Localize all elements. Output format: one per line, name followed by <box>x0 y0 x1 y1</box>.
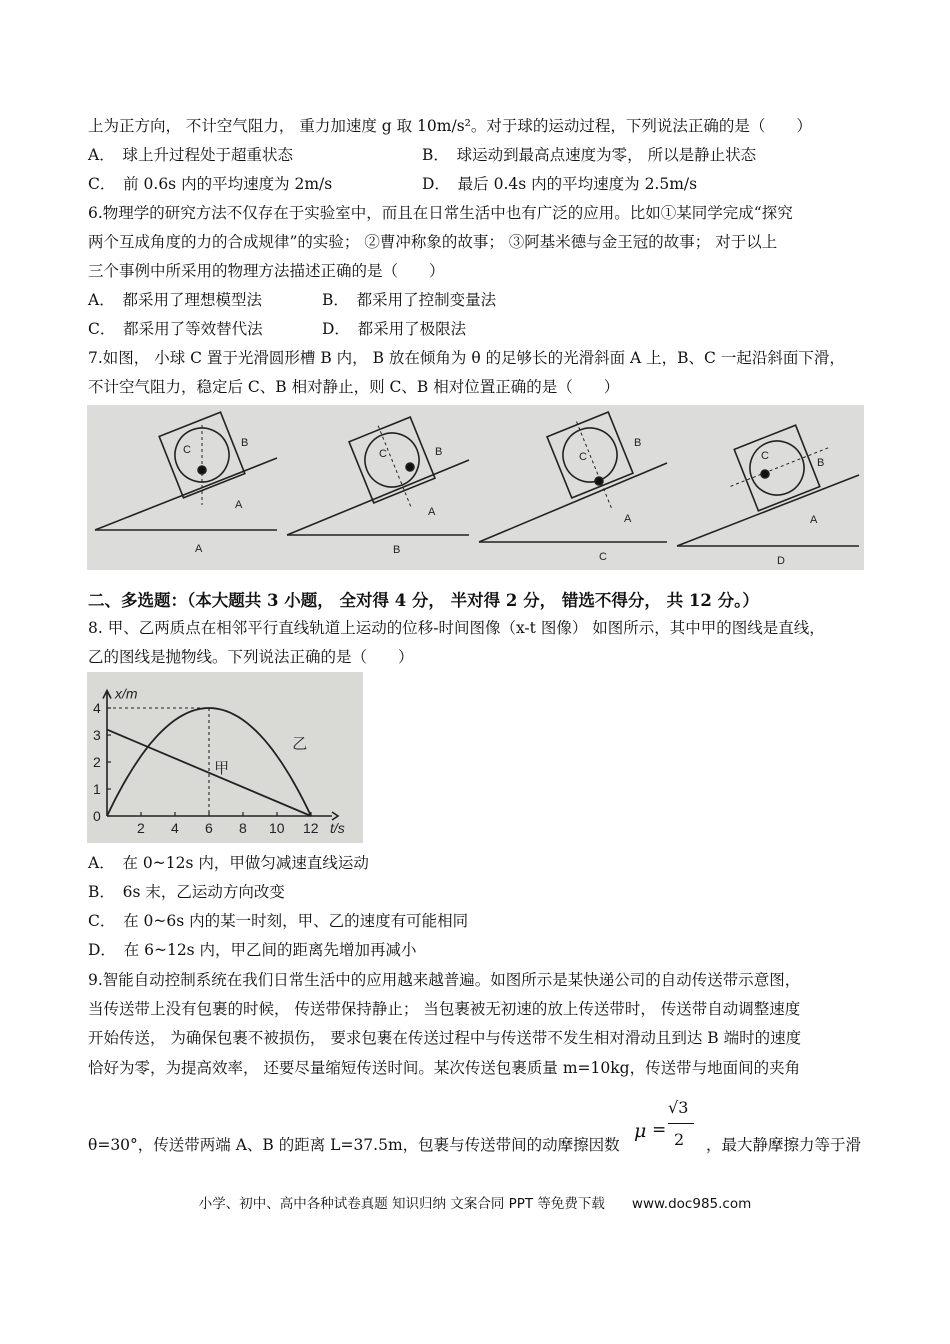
q7-option-label-c: C <box>599 551 607 563</box>
q7-guide-d <box>730 448 828 486</box>
q7-panel-c <box>479 409 667 542</box>
q8-option-a: A． 在 0~12s 内，甲做匀减速直线运动 <box>88 854 369 872</box>
y-tick-label: 2 <box>93 754 101 770</box>
q7-label-c-c: C <box>579 451 587 463</box>
q7-figure-svg <box>87 405 864 570</box>
q7-option-label-d: D <box>777 555 785 567</box>
q8-chart <box>87 672 363 843</box>
q9-line-5: θ=30°，传送带两端 A、B 的距离 L=37.5m，包裹与传送带间的动摩擦因数 <box>88 1136 620 1154</box>
q7-slope-d <box>677 475 859 546</box>
q7-label-slope-a: A <box>235 499 243 511</box>
fraction-bar <box>668 1123 694 1124</box>
y-tick-label: 3 <box>93 727 101 743</box>
series-label-1: 甲 <box>214 759 230 777</box>
q9-line-3: 开始传送， 为确保包裹不被损伤， 要求包裹在传送过程中与传送带不发生相对滑动且到达 B 端时的速度 <box>88 1029 802 1047</box>
y-tick-label: 1 <box>93 781 101 797</box>
q8-option-d: D． 在 6~12s 内，甲乙间的距离先增加再减小 <box>88 941 417 959</box>
q7-ball-c <box>595 477 603 485</box>
q9-line-2: 当传送带上没有包裹的时候， 传送带保持静止； 当包裹被无初速的放上传送带时， 传送带自动调整速度 <box>88 1000 801 1018</box>
q9-line-4: 恰好为零，为提高效率， 还要尽量缩短传送时间。某次传送包裹质量 m=10kg，传送带与地面间的夹角 <box>88 1059 801 1077</box>
q7-slope-b <box>287 460 469 535</box>
y-tick-label: 4 <box>93 700 101 716</box>
mu-numerator: √3 <box>668 1098 689 1117</box>
q7-label-b-c: B <box>634 437 642 449</box>
x-tick-label: 10 <box>269 820 285 836</box>
q7-ball-d <box>761 470 769 478</box>
mu-denominator: 2 <box>674 1130 685 1149</box>
x-tick-label: 8 <box>239 820 247 836</box>
q6-option-c: C． 都采用了等效替代法 <box>88 320 263 338</box>
x-tick-label: 4 <box>171 820 179 836</box>
x-tick-label: 6 <box>205 820 213 836</box>
q8-line-2: 乙的图线是抛物线。下列说法正确的是（ ） <box>88 648 414 666</box>
q6-line-3: 三个事例中所采用的物理方法描述正确的是（ ） <box>88 262 445 280</box>
q7-label-slope-b: A <box>428 506 436 518</box>
q8-line-1: 8. 甲、乙两质点在相邻平行直线轨道上运动的位移-时间图像（x-t 图像） 如图所示，其中甲的图线是直线， <box>88 619 825 637</box>
q7-ball-b <box>406 463 414 471</box>
q7-line-2: 不计空气阻力，稳定后 C、B 相对静止，则 C、B 相对位置正确的是（ ） <box>88 378 620 396</box>
q7-option-label-a: A <box>195 543 203 555</box>
q7-guide-c <box>577 422 612 509</box>
x-axis-arrow <box>332 812 338 820</box>
q7-label-b-b: B <box>435 446 443 458</box>
q7-option-label-b: B <box>393 544 401 556</box>
xt-chart-svg <box>87 672 363 843</box>
q5-option-d: D． 最后 0.4s 内的平均速度为 2.5m/s <box>422 175 698 193</box>
q7-panel-b <box>287 413 469 535</box>
x-tick-label: 2 <box>137 820 145 836</box>
series-line-1 <box>107 730 311 816</box>
q7-label-slope-d: A <box>810 514 818 526</box>
q7-line-1: 7.如图， 小球 C 置于光滑圆形槽 B 内， B 放在倾角为 θ 的足够长的光滑斜面 A 上，B、C 一起沿斜面下滑， <box>88 349 845 367</box>
q8-option-c: C． 在 0~6s 内的某一时刻，甲、乙的速度有可能相同 <box>88 912 469 930</box>
q7-figure <box>87 405 864 570</box>
y-tick-label: 0 <box>93 808 101 824</box>
q7-label-b-d: B <box>817 457 825 469</box>
q5-option-b: B． 球运动到最高点速度为零， 所以是静止状态 <box>422 146 757 164</box>
x-axis-label: t/s <box>330 820 345 836</box>
q6-option-d: D． 都采用了极限法 <box>322 320 467 338</box>
q7-label-slope-c: A <box>624 513 632 525</box>
mu-equals: = <box>652 1120 667 1140</box>
q6-option-b: B． 都采用了控制变量法 <box>322 291 497 309</box>
q9-line-1: 9.智能自动控制系统在我们日常生活中的应用越来越普遍。如图所示是某快递公司的自动传送带示意图， <box>88 971 801 989</box>
q6-option-a: A． 都采用了理想模型法 <box>88 291 262 309</box>
q9-line-5-end: ，最大静摩擦力等于滑 <box>706 1136 862 1154</box>
mu-symbol: μ <box>634 1120 647 1142</box>
q7-ball-a <box>198 466 206 474</box>
q7-slope-c <box>479 463 667 542</box>
q7-label-c-a: C <box>183 444 191 456</box>
series-label-2: 乙 <box>292 735 308 753</box>
q7-label-b-a: B <box>241 437 249 449</box>
q6-line-1: 6.物理学的研究方法不仅存在于实验室中，而且在日常生活中也有广泛的应用。比如①某同学完成“探究 <box>88 204 793 222</box>
q5-stem: 上为正方向， 不计空气阻力， 重力加速度 g 取 10m/s²。对于球的运动过程，下列说法正确的是（ ） <box>88 117 812 135</box>
q6-line-2: 两个互成角度的力的合成规律”的实验； ②曹冲称象的故事； ③阿基米德与金王冠的故事； 对于以上 <box>88 233 778 251</box>
q7-label-c-b: C <box>379 448 387 460</box>
q7-panel-a <box>95 412 277 530</box>
q7-panel-d <box>677 417 859 546</box>
y-axis-label: x/m <box>115 685 138 702</box>
q8-option-b: B． 6s 末，乙运动方向改变 <box>88 883 285 901</box>
q7-slope-a <box>95 458 277 530</box>
page-footer: 小学、初中、高中各种试卷真题 知识归纳 文案合同 PPT 等免费下载 www.doc985.com <box>198 1196 752 1212</box>
q5-option-c: C． 前 0.6s 内的平均速度为 2m/s <box>88 175 333 193</box>
q5-option-a: A． 球上升过程处于超重状态 <box>88 146 293 164</box>
x-tick-label: 12 <box>303 820 319 836</box>
section-2-heading: 二、多选题：（本大题共 3 小题， 全对得 4 分， 半对得 2 分， 错选不得分， 共 12 分。） <box>88 591 759 610</box>
q7-label-c-d: C <box>761 450 769 462</box>
